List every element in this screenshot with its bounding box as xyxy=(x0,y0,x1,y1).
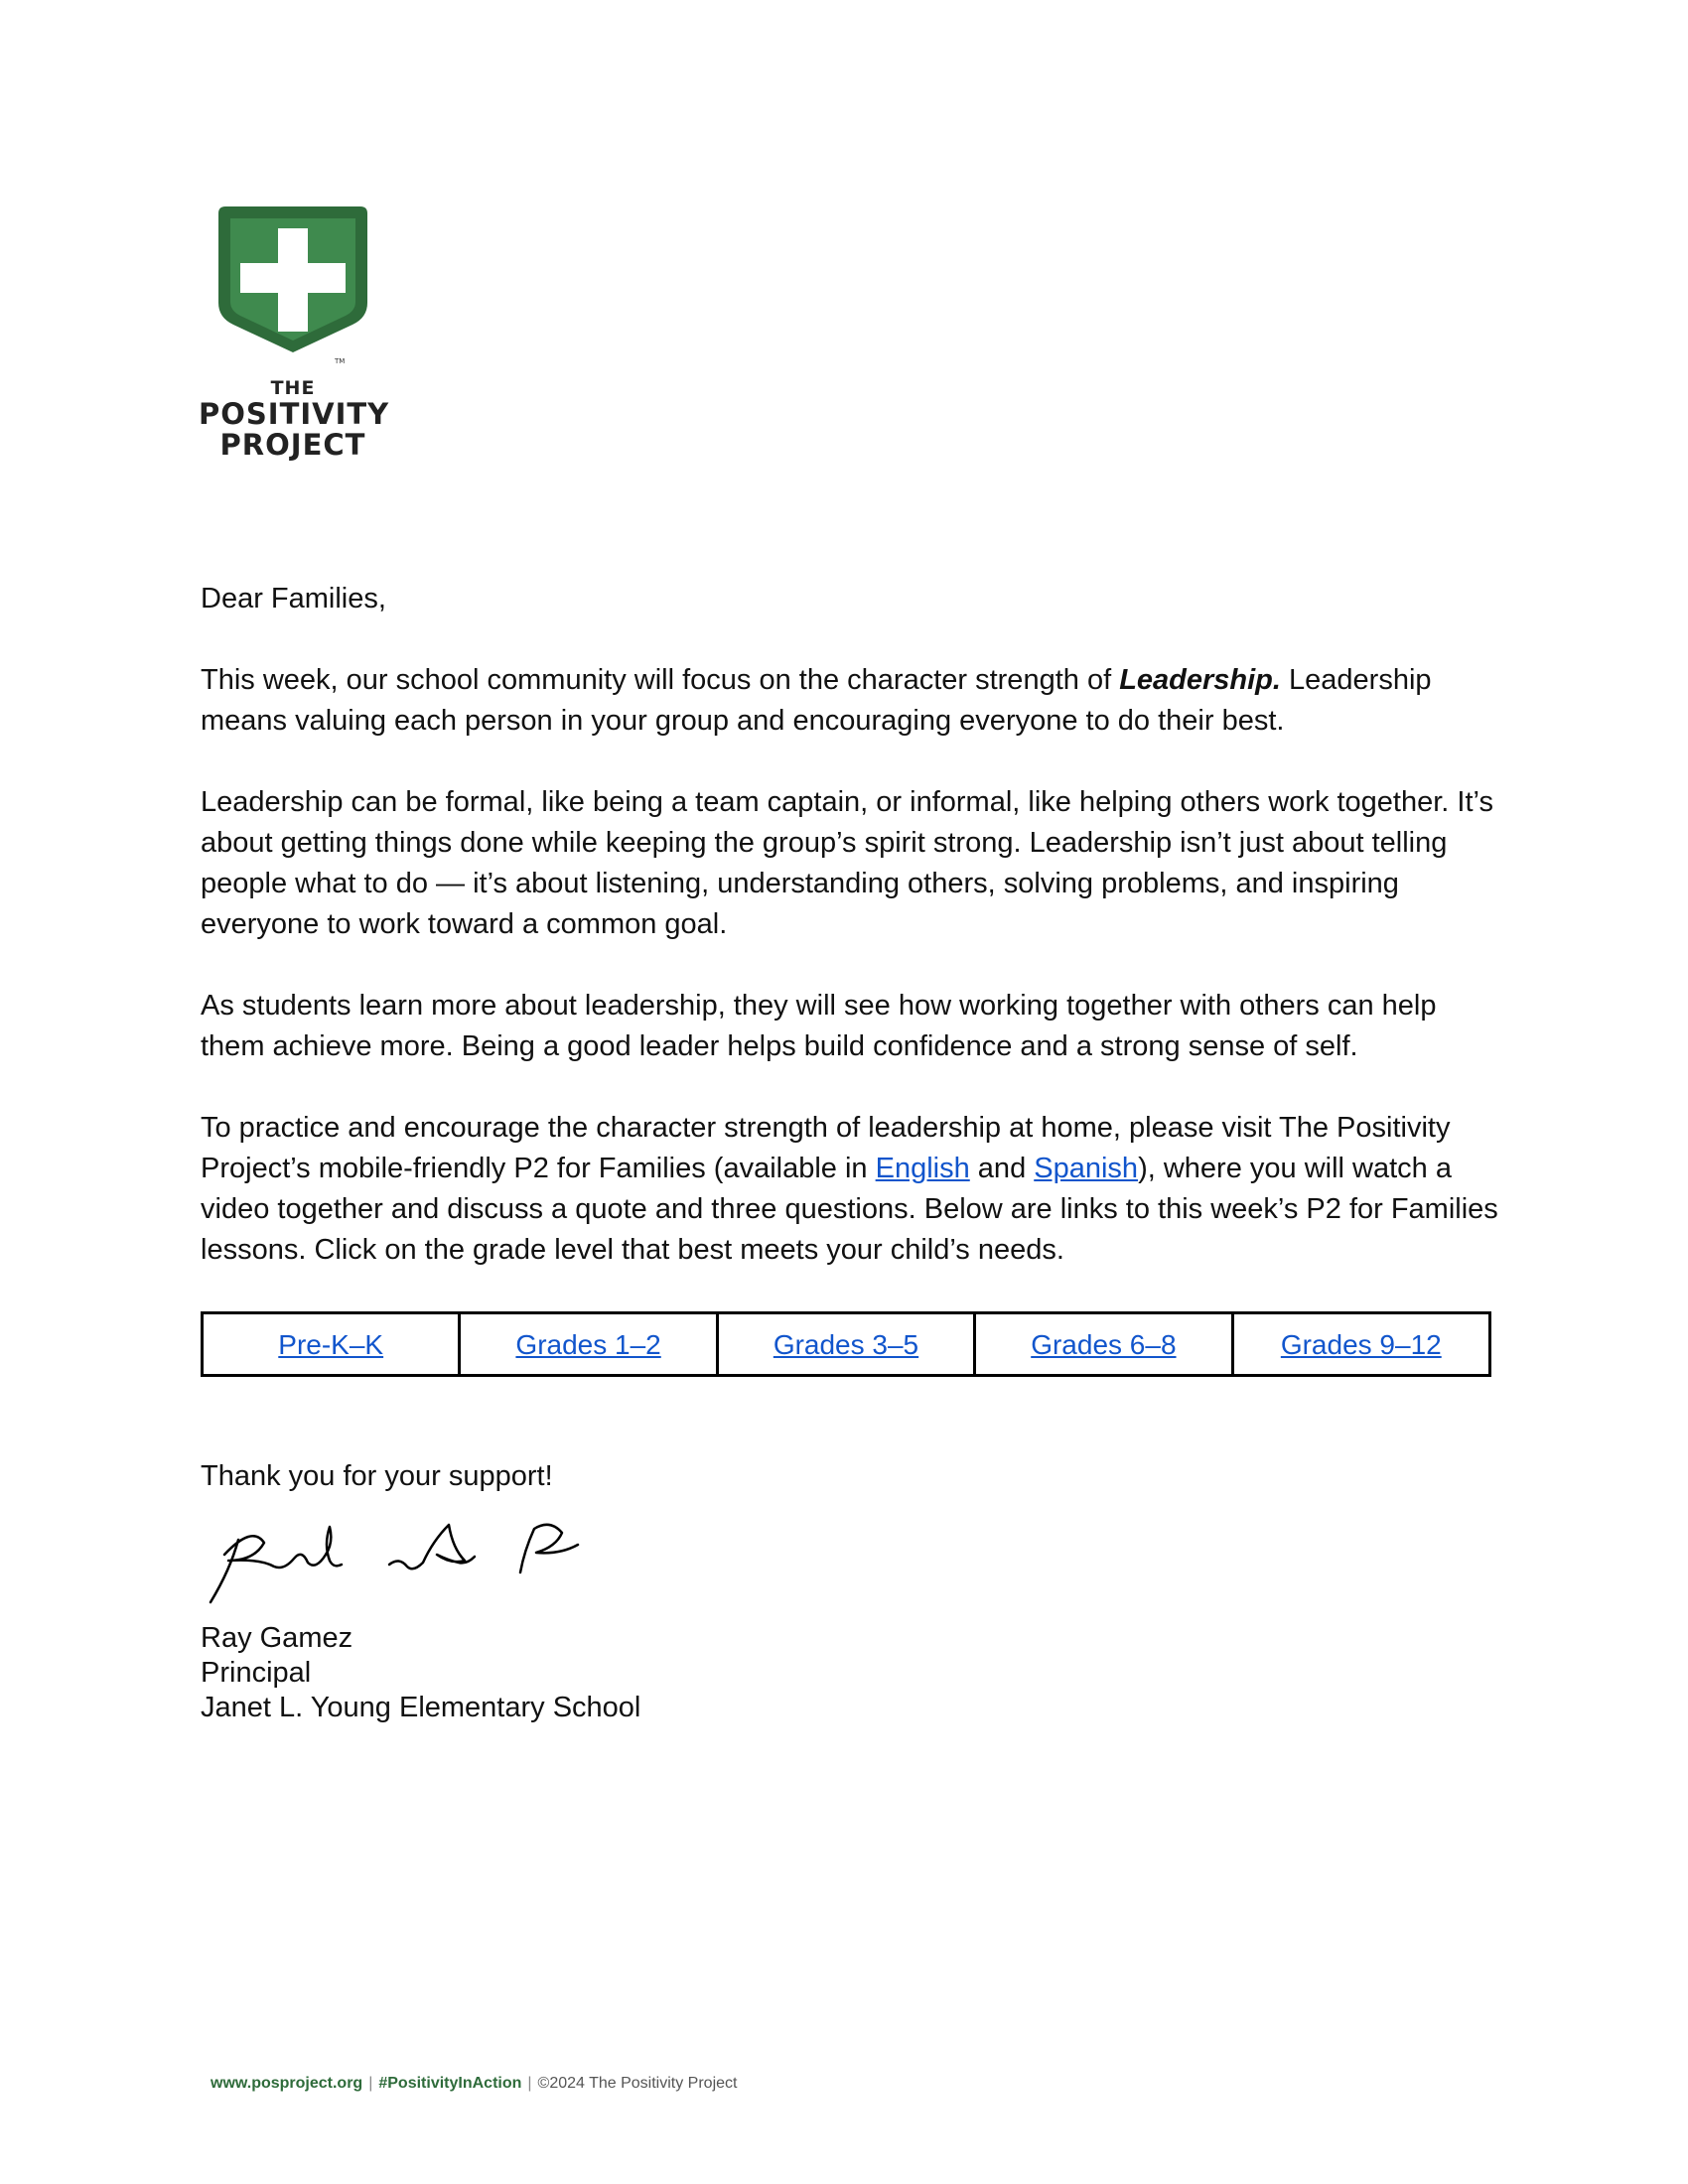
svg-text:TM: TM xyxy=(335,357,346,365)
footer xyxy=(211,2075,737,2093)
shield-cross-icon xyxy=(199,199,387,367)
grade-cell xyxy=(203,1313,460,1376)
footer-hashtag: #PositivityInAction xyxy=(378,2075,522,2092)
signer-block xyxy=(201,1621,1501,1725)
grade-link-pre-k-k[interactable]: Pre-K–K xyxy=(278,1328,384,1360)
grade-cell xyxy=(1232,1313,1489,1376)
closing-thanks: Thank you for your support! xyxy=(201,1460,553,1492)
footer-separator: | xyxy=(527,2075,532,2092)
grade-link-1-2[interactable]: Grades 1–2 xyxy=(515,1328,661,1360)
logo-text-project: PROJECT xyxy=(219,428,366,462)
signer-name: Ray Gamez xyxy=(201,1622,353,1654)
practice-text-and: and xyxy=(969,1153,1035,1184)
signer-school: Janet L. Young Elementary School xyxy=(201,1692,641,1723)
intro-text-continued: Leadership means valuing each person in your group and encouraging everyone to do their best. xyxy=(201,664,1432,737)
paragraph-practice-at-home xyxy=(201,1108,1501,1271)
paragraph-intro xyxy=(201,660,1501,742)
grade-links-table xyxy=(201,1311,1491,1377)
footer-website: www.posproject.org xyxy=(211,2075,363,2092)
grade-link-9-12[interactable]: Grades 9–12 xyxy=(1280,1328,1442,1360)
positivity-project-logo xyxy=(199,199,390,462)
logo-text-positivity: POSITIVITY xyxy=(199,397,390,431)
english-link[interactable]: English xyxy=(875,1153,970,1184)
principal-signature xyxy=(203,1515,620,1609)
signer-title: Principal xyxy=(201,1657,312,1689)
practice-text-end: ), where you will watch a video together and discuss a quote and three questions. Below are links to this week’s P2 for Families lessons. Click on the grade level that best meets your child’s needs. xyxy=(201,1153,1498,1266)
practice-text: To practice and encourage the character strength of leadership at home, please visit The Positivity Project’s mobile-friendly P2 for Families (available in xyxy=(201,1112,1451,1184)
logo-text-the: THE xyxy=(270,377,316,399)
grade-cell xyxy=(717,1313,974,1376)
spanish-link[interactable]: Spanish xyxy=(1034,1153,1139,1184)
letter-body xyxy=(201,579,1501,1725)
footer-separator: | xyxy=(368,2075,373,2092)
grade-link-6-8[interactable]: Grades 6–8 xyxy=(1031,1328,1177,1360)
grade-cell xyxy=(460,1313,717,1376)
paragraph-working-together: As students learn more about leadership, they will see how working together with others can help them achieve more. Being a good leader helps build confidence and a strong sense of self. xyxy=(201,990,1437,1062)
paragraph-formal-informal: Leadership can be formal, like being a team captain, or informal, like helping others work together. It’s about getting things done while keeping the group’s spirit strong. Leadership isn’t just about telling people what to do — it’s about listening, understanding others, solving problems, and inspiring everyone to work toward a common goal. xyxy=(201,786,1493,940)
greeting: Dear Families, xyxy=(201,583,386,614)
grade-link-3-5[interactable]: Grades 3–5 xyxy=(773,1328,919,1360)
grade-links-row xyxy=(203,1313,1490,1376)
strength-name: Leadership. xyxy=(1119,664,1281,696)
grade-cell xyxy=(975,1313,1232,1376)
intro-text: This week, our school community will focus on the character strength of xyxy=(201,664,1120,696)
footer-copyright: ©2024 The Positivity Project xyxy=(537,2075,738,2092)
